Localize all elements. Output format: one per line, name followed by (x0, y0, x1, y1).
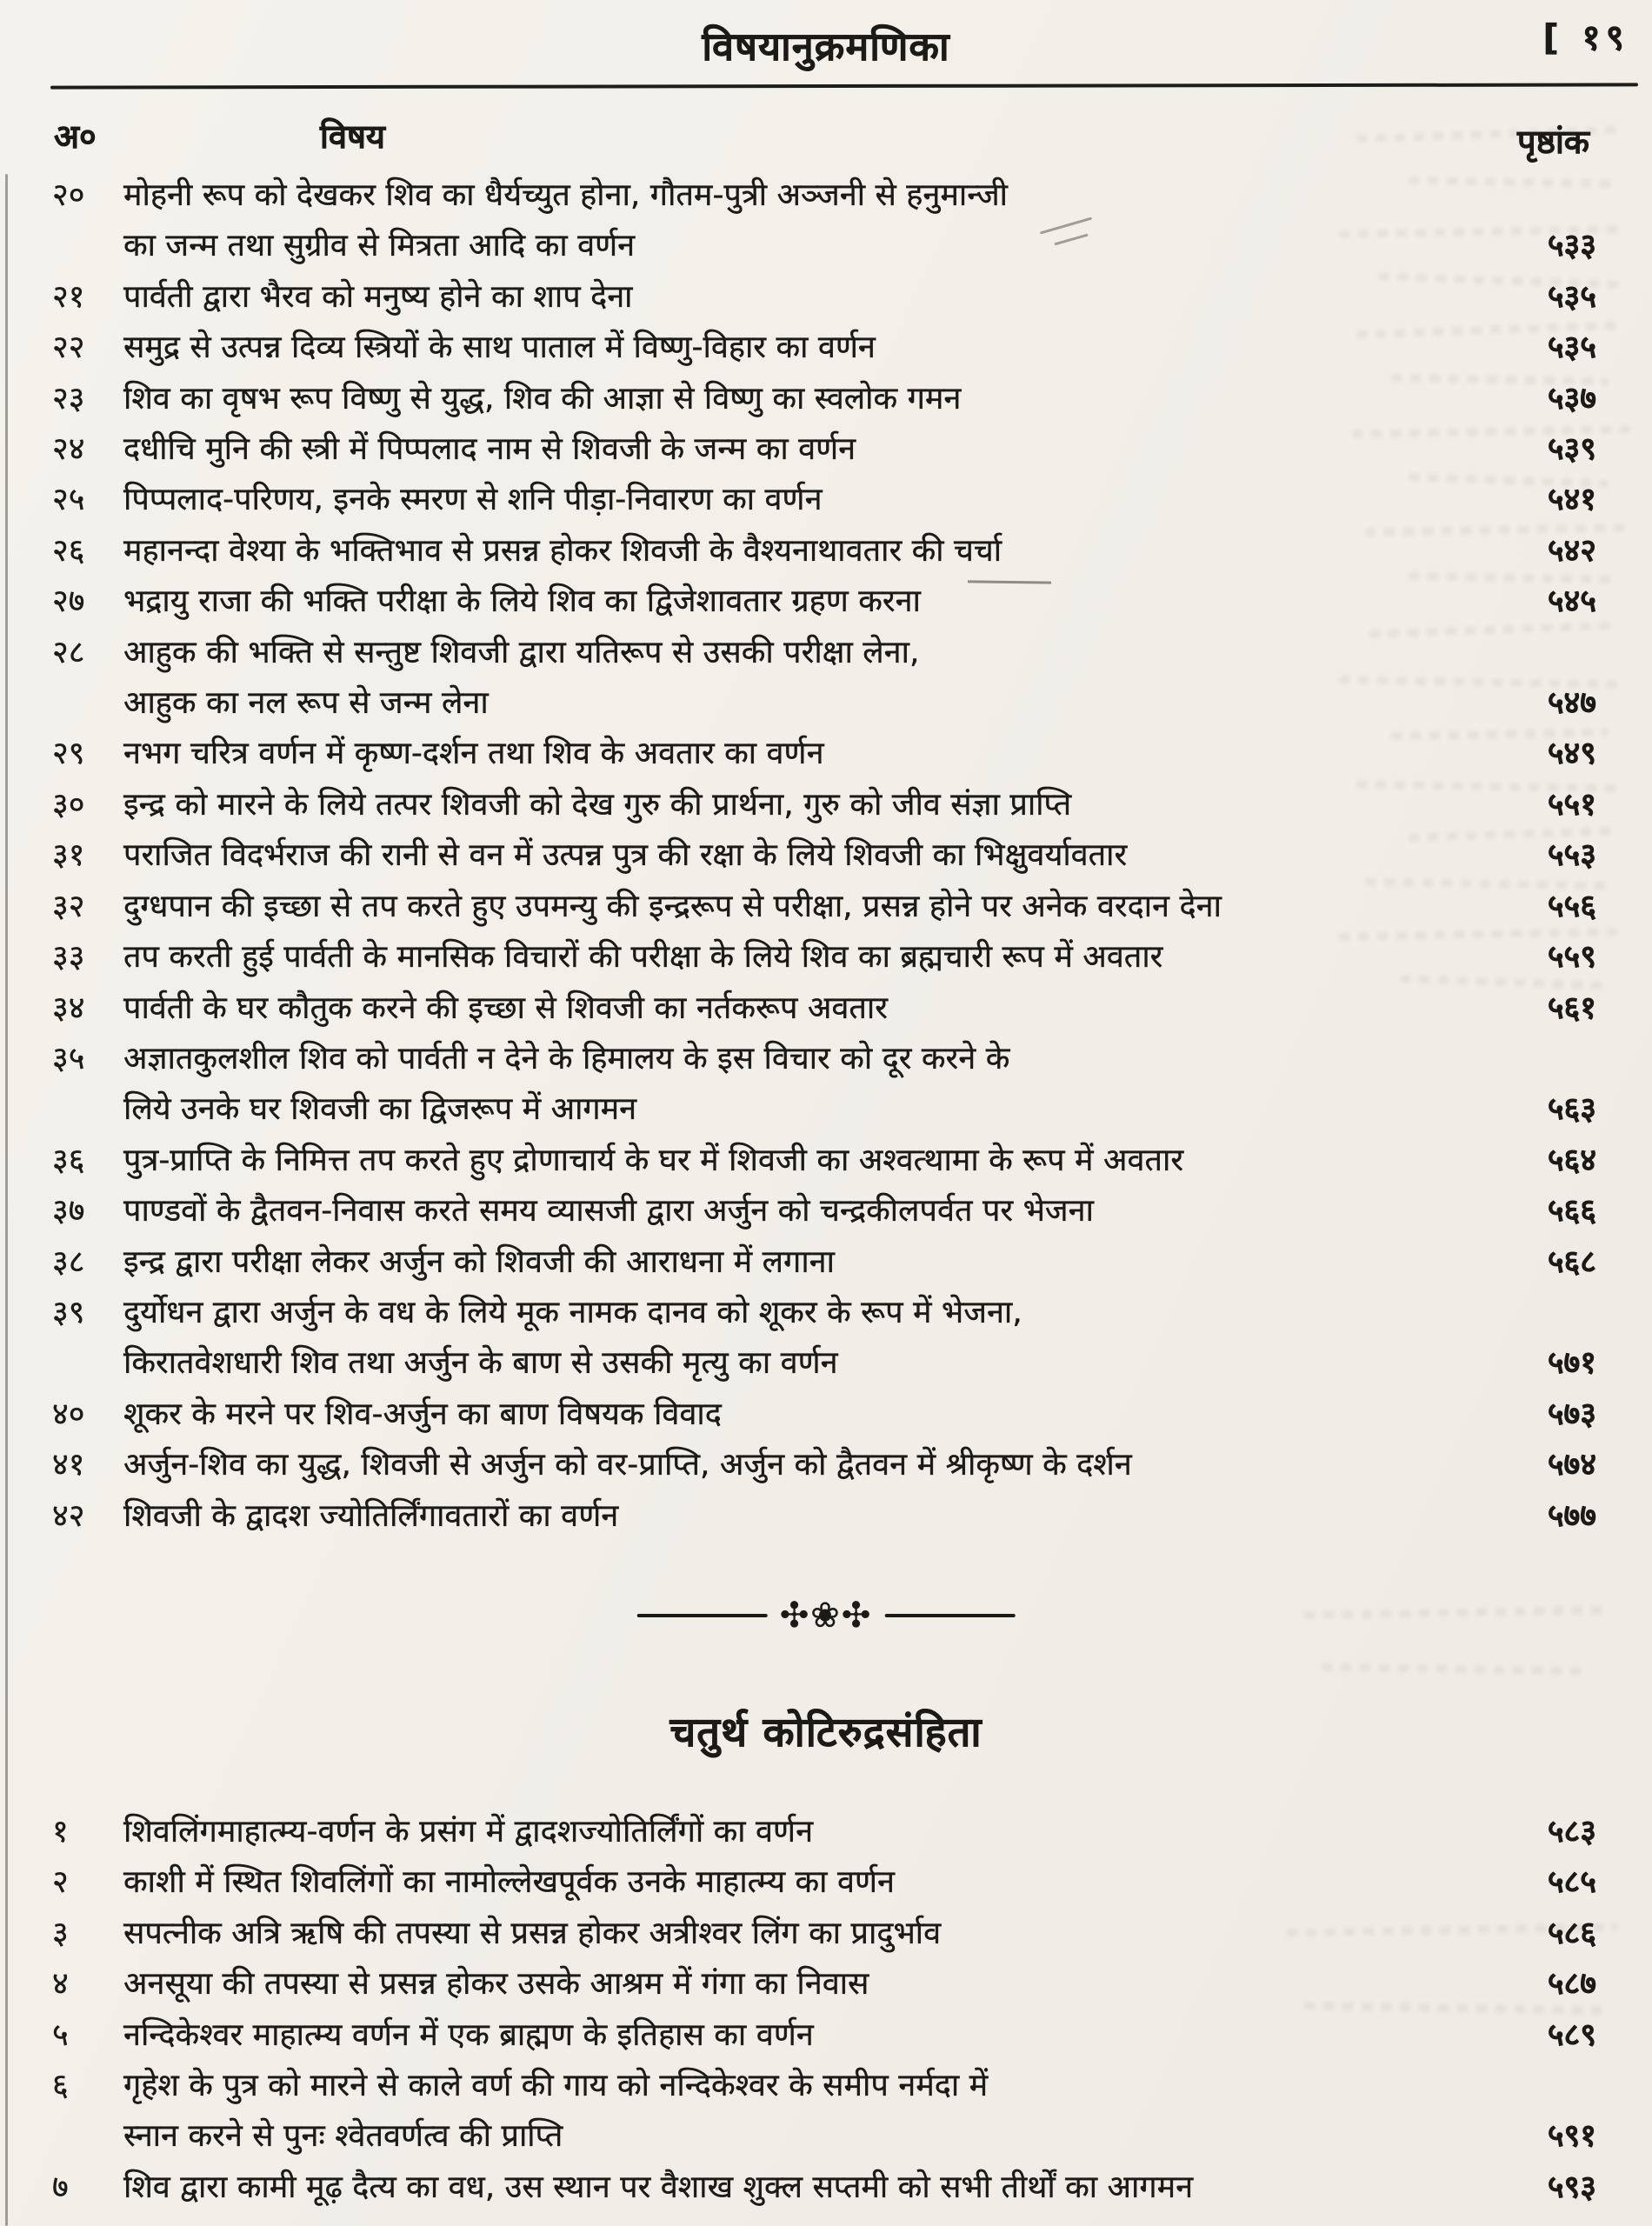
divider-line-right (884, 1614, 1015, 1617)
entry-subject (123, 1288, 1457, 1390)
entry-subject-line: समुद्र से उत्पन्न दिव्य स्त्रियों के साथ पाताल में विष्णु-विहार का वर्णन (123, 330, 876, 366)
entry-subject-line: इन्द्र द्वारा परीक्षा लेकर अर्जुन को शिवजी की आराधना में लगाना (123, 1243, 835, 1280)
entry-subject (123, 1390, 1457, 1440)
entry-subject-line: काशी में स्थित शिवलिंगों का नामोल्लेखपूर्वक उनके माहात्म्य का वर्णन (123, 1864, 895, 1901)
toc-entry (52, 729, 1596, 779)
entry-subject (123, 932, 1457, 983)
entry-number: २५ (52, 482, 85, 518)
entry-page-number: ५६६ (1547, 1193, 1596, 1230)
entry-subject (123, 780, 1457, 830)
scan-artifact-bleed (1304, 1606, 1609, 1619)
entry-page-number: ५५१ (1547, 786, 1596, 823)
entry-subject-line: नन्दिकेश्वर माहात्म्य वर्णन में एक ब्राह्मण के इतिहास का वर्णन (123, 2016, 814, 2053)
entry-number: ३३ (52, 939, 85, 976)
entry-page-number: ५४९ (1547, 736, 1596, 772)
page-edge-shadow (5, 174, 8, 2226)
entry-number: ३ (52, 1915, 69, 1951)
entry-subject (123, 272, 1457, 323)
entry-number: ४२ (52, 1497, 85, 1534)
entry-number: ३६ (52, 1142, 85, 1178)
entry-subject-line: दधीचि मुनि की स्त्री में पिप्पलाद नाम से शिवजी के जन्म का वर्णन (123, 431, 856, 468)
entry-subject-line: शिव का वृषभ रूप विष्णु से युद्ध, शिव की आज्ञा से विष्णु का स्वलोक गमन (123, 380, 962, 417)
toc-entry (52, 1237, 1596, 1288)
entry-page-number: ५४२ (1547, 532, 1596, 569)
entry-subject (123, 882, 1457, 932)
header-rule (50, 83, 1638, 89)
entry-page-number: ५७३ (1547, 1396, 1596, 1432)
entry-subject-line: पार्वती के घर कौतुक करने की इच्छा से शिवजी का नर्तकरूप अवतार (123, 990, 888, 1026)
toc-list-rudra-samhita (52, 170, 1596, 1542)
toc-entry (52, 576, 1596, 627)
entry-number: ३२ (52, 888, 85, 924)
entry-page-number: ५४७ (1547, 685, 1596, 722)
entry-page-number: ५६३ (1547, 1091, 1596, 1128)
entry-page-number: ५७१ (1547, 1345, 1596, 1382)
entry-page-number: ५६१ (1547, 990, 1596, 1026)
entry-subject (123, 1186, 1457, 1236)
entry-subject (123, 628, 1457, 730)
entry-page-number: ५८६ (1547, 1915, 1596, 1951)
toc-entry (52, 1390, 1596, 1440)
entry-subject-line: पिप्पलाद-परिणय, इनके स्मरण से शनि पीड़ा-निवारण का वर्णन (123, 482, 823, 518)
entry-page-number: ५८७ (1547, 1966, 1596, 2003)
entry-subject-line: पार्वती द्वारा भैरव को मनुष्य होने का शाप देना (123, 278, 633, 315)
entry-subject-line: शिवलिंगमाहात्म्य-वर्णन के प्रसंग में द्वादशज्योतिर्लिंगों का वर्णन (123, 1814, 814, 1849)
toc-entry (52, 2010, 1596, 2061)
entry-page-number: ५८९ (1547, 2016, 1596, 2053)
entry-subject-line: इन्द्र को मारने के लिये तत्पर शिवजी को देख गुरु की प्रार्थना, गुरु को जीव संज्ञा प्राप्ति (123, 786, 1072, 823)
entry-number: ५ (52, 2016, 69, 2053)
entry-number: २० (52, 177, 85, 213)
entry-subject (123, 830, 1457, 881)
folio-number: [ १९ (1542, 17, 1629, 58)
toc-entry (52, 2163, 1596, 2213)
entry-subject (123, 2061, 1457, 2163)
entry-subject-line: दुग्धपान की इच्छा से तप करते हुए उपमन्यु की इन्द्ररूप से परीक्षा, प्रसन्न होने पर अनेक वरदान देना (123, 888, 1222, 924)
entry-subject-line: पुत्र-प्राप्ति के निमित्त तप करते हुए द्रोणाचार्य के घर में शिवजी का अश्वत्थामा के रूप में अवतार (123, 1142, 1184, 1178)
entry-subject-line: आहुक का नल रूप से जन्म लेना (123, 685, 489, 722)
entry-page-number: ५३३ (1547, 228, 1596, 264)
toc-entry (52, 170, 1596, 272)
toc-entry (52, 983, 1596, 1034)
entry-page-number: ५३५ (1547, 330, 1596, 366)
entry-subject (123, 323, 1457, 373)
entry-page-number: ५५६ (1547, 888, 1596, 924)
entry-number: ३७ (52, 1193, 85, 1230)
entry-subject-line: लिये उनके घर शिवजी का द्विजरूप में आगमन (123, 1091, 637, 1128)
entry-number: ६ (52, 2068, 69, 2104)
entry-number: २१ (52, 278, 85, 315)
entry-page-number: ५६८ (1547, 1243, 1596, 1280)
entry-subject (123, 1959, 1457, 2009)
toc-entry (52, 830, 1596, 881)
entry-page-number: ५९३ (1547, 2169, 1596, 2205)
entry-number: २ (52, 1864, 69, 1901)
entry-page-number: ५८३ (1547, 1814, 1596, 1849)
toc-entry (52, 882, 1596, 932)
entry-subject (123, 2010, 1457, 2061)
column-header-serial: अ० (54, 117, 97, 156)
column-header-page: पृष्ठांक (1517, 123, 1589, 161)
entry-number: ३४ (52, 990, 85, 1026)
entry-subject (123, 576, 1457, 627)
entry-number: ३० (52, 786, 85, 823)
entry-subject-line: अज्ञातकुलशील शिव को पार्वती न देने के हिमालय के इस विचार को दूर करने के (123, 1040, 1010, 1076)
toc-entry (52, 475, 1596, 525)
entry-subject (123, 1491, 1457, 1542)
entry-page-number: ५७४ (1547, 1447, 1596, 1483)
entry-number: ४ (52, 1966, 69, 2003)
entry-subject-line: नभग चरित्र वर्णन में कृष्ण-दर्शन तथा शिव के अवतार का वर्णन (123, 736, 824, 772)
toc-entry (52, 1807, 1596, 1857)
entry-number: ३८ (52, 1243, 85, 1280)
entry-subject-line: महानन्दा वेश्या के भक्तिभाव से प्रसन्न होकर शिवजी के वैश्यनाथावतार की चर्चा (123, 532, 1003, 569)
entry-subject-line: स्नान करने से पुनः श्वेतवर्णत्व की प्राप्ति (123, 2118, 563, 2155)
entry-page-number: ५७७ (1547, 1497, 1596, 1534)
entry-subject (123, 1909, 1457, 1959)
entry-number: २३ (52, 380, 85, 417)
entry-number: ३१ (52, 837, 85, 874)
page-title: विषयानुक्रमणिका (702, 23, 950, 70)
entry-subject-line: तप करती हुई पार्वती के मानसिक विचारों की परीक्षा के लिये शिव का ब्रह्मचारी रूप में अवतार (123, 939, 1163, 976)
entry-subject (123, 1237, 1457, 1288)
toc-entry (52, 2061, 1596, 2163)
entry-number: २९ (52, 736, 85, 772)
entry-subject (123, 424, 1457, 475)
entry-number: २७ (52, 583, 85, 620)
entry-page-number: ५३५ (1547, 278, 1596, 315)
entry-subject (123, 475, 1457, 525)
entry-subject-line: का जन्म तथा सुग्रीव से मित्रता आदि का वर्णन (123, 228, 636, 264)
entry-subject (123, 170, 1457, 272)
entry-page-number: ५५९ (1547, 939, 1596, 976)
entry-page-number: ५४१ (1547, 482, 1596, 518)
section-heading: चतुर्थ कोटिरुद्रसंहिता (669, 1709, 983, 1756)
entry-number: २८ (52, 634, 85, 670)
entry-subject (123, 2163, 1457, 2213)
toc-entry (52, 1491, 1596, 1542)
entry-subject-line: अनसूया की तपस्या से प्रसन्न होकर उसके आश्रम में गंगा का निवास (123, 1966, 869, 2003)
entry-subject (123, 1034, 1457, 1136)
entry-subject-line: शिवजी के द्वादश ज्योतिर्लिंगावतारों का वर्णन (123, 1497, 619, 1534)
toc-entry (52, 1288, 1596, 1390)
entry-page-number: ५६४ (1547, 1142, 1596, 1178)
entry-page-number: ५४५ (1547, 583, 1596, 620)
entry-number: ४० (52, 1396, 85, 1432)
entry-subject (123, 1857, 1457, 1908)
entry-subject (123, 374, 1457, 424)
entry-page-number: ५३७ (1547, 380, 1596, 417)
entry-subject (123, 729, 1457, 779)
entry-number: ४१ (52, 1447, 85, 1483)
entry-subject-line: किरातवेशधारी शिव तथा अर्जुन के बाण से उसकी मृत्यु का वर्णन (123, 1345, 838, 1382)
toc-entry (52, 1136, 1596, 1186)
column-header-subject: विषय (320, 117, 385, 156)
section-divider (637, 1596, 1016, 1636)
toc-entry (52, 1440, 1596, 1490)
toc-entry (52, 272, 1596, 323)
divider-line-left (637, 1614, 768, 1617)
entry-subject-line: गृहेश के पुत्र को मारने से काले वर्ण की गाय को नन्दिकेश्वर के समीप नर्मदा में (123, 2068, 989, 2104)
toc-entry (52, 1857, 1596, 1908)
entry-number: २६ (52, 532, 85, 569)
entry-subject-line: शिव द्वारा कामी मूढ़ दैत्य का वध, उस स्थान पर वैशाख शुक्ल सप्तमी को सभी तीर्थों का आगमन (123, 2169, 1194, 2205)
entry-page-number: ५३९ (1547, 431, 1596, 468)
entry-number: ७ (52, 2169, 69, 2205)
entry-page-number: ५५३ (1547, 837, 1596, 874)
entry-subject-line: शूकर के मरने पर शिव-अर्जुन का बाण विषयक विवाद (123, 1396, 722, 1432)
entry-page-number: ५९१ (1547, 2118, 1596, 2155)
entry-number: २२ (52, 330, 85, 366)
scan-artifact-bleed (1322, 1663, 1582, 1675)
divider-ornament-icon: ✣❀✣ (779, 1596, 873, 1636)
entry-subject-line: भद्रायु राजा की भक्ति परीक्षा के लिये शिव का द्विजेशावतार ग्रहण करना (123, 583, 921, 620)
entry-subject-line: अर्जुन-शिव का युद्ध, शिवजी से अर्जुन को वर-प्राप्ति, अर्जुन को द्वैतवन में श्रीकृष्ण के दर्शन (123, 1447, 1132, 1483)
entry-subject (123, 1136, 1457, 1186)
entry-subject-line: सपत्नीक अत्रि ऋषि की तपस्या से प्रसन्न होकर अत्रीश्वर लिंग का प्रादुर्भाव (123, 1915, 942, 1951)
entry-subject-line: मोहनी रूप को देखकर शिव का धैर्यच्युत होना, गौतम-पुत्री अञ्जनी से हनुमान्जी (123, 177, 1008, 213)
entry-page-number: ५८५ (1547, 1864, 1596, 1901)
entry-number: ३९ (52, 1294, 85, 1330)
entry-number: ३५ (52, 1040, 85, 1076)
entry-number: २४ (52, 431, 85, 468)
entry-subject-line: दुर्योधन द्वारा अर्जुन के वध के लिये मूक नामक दानव को शूकर के रूप में भेजना, (123, 1294, 1023, 1330)
entry-subject-line: पराजित विदर्भराज की रानी से वन में उत्पन्न पुत्र की रक्षा के लिये शिवजी का भिक्षुवर्यावतार (123, 837, 1128, 874)
entry-subject (123, 526, 1457, 576)
entry-subject-line: पाण्डवों के द्वैतवन-निवास करते समय व्यासजी द्वारा अर्जुन को चन्द्रकीलपर्वत पर भेजना (123, 1193, 1094, 1230)
entry-subject-line: आहुक की भक्ति से सन्तुष्ट शिवजी द्वारा यतिरूप से उसकी परीक्षा लेना, (123, 634, 920, 670)
toc-entry (52, 374, 1596, 424)
entry-subject (123, 983, 1457, 1034)
toc-entry (52, 1034, 1596, 1136)
entry-subject (123, 1440, 1457, 1490)
entry-number: १ (52, 1814, 69, 1849)
entry-subject (123, 1807, 1457, 1857)
toc-entry (52, 1186, 1596, 1236)
